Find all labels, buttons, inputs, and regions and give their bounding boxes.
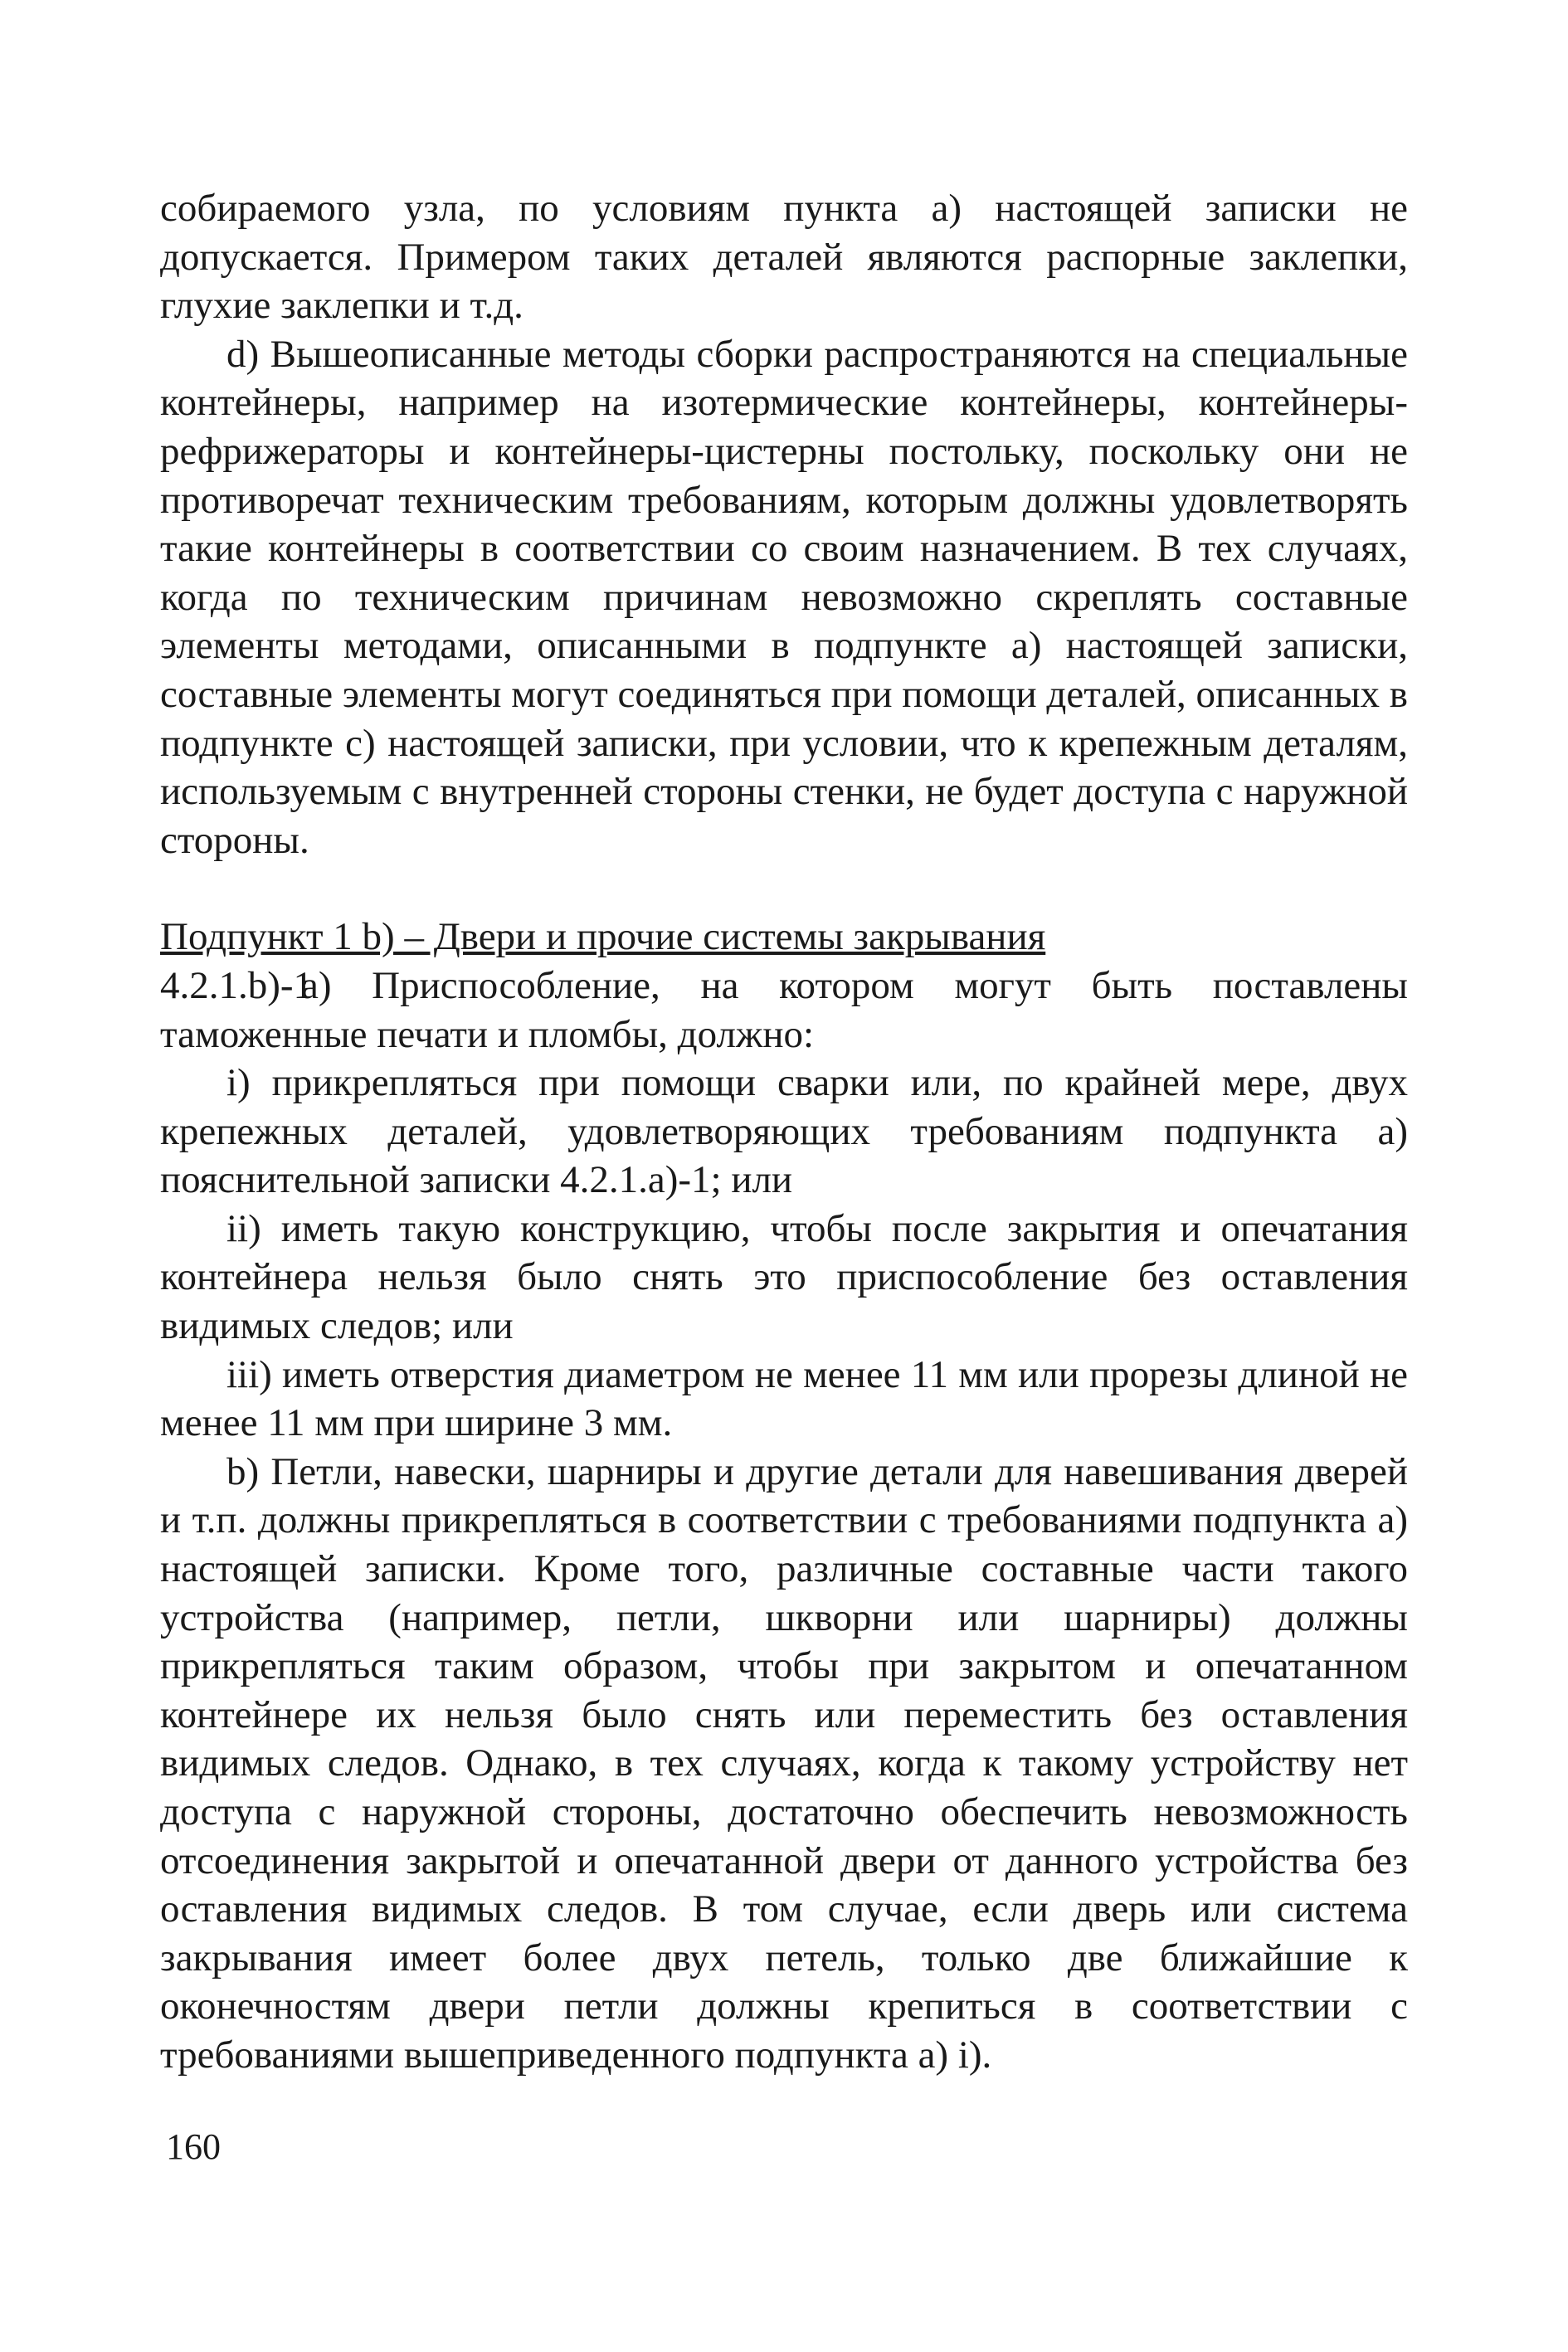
paragraph-continuation: собираемого узла, по условиям пункта a) настоящей записки не допускается. Примером таких деталей являются распорные заклепки, глухие заклепки и т.д. xyxy=(160,187,1408,328)
clause-paragraph xyxy=(160,962,1408,1059)
list-item-iii: iii) иметь отверстия диаметром не менее 11 мм или прорезы длиной не менее 11 мм при ширине 3 мм. xyxy=(160,1352,1408,1445)
document-body xyxy=(160,184,1408,2080)
clause-intro: a) Приспособление, на котором могут быть поставлены таможенные печати и пломбы, должно: xyxy=(160,963,1408,1056)
paragraph-d: d) Вышеописанные методы сборки распространяются на специальные контейнеры, например на изотермические контейнеры, контейнеры-рефрижераторы и контейнеры-цистерны постольку, поскольку они не противоречат техническим требованиям, которым должны удовлетворять такие контейнеры в соответствии со своим назначением. В тех случаях, когда по техническим причинам невозможно скреплять составные элементы методами, описанными в подпункте a) настоящей записки, составные элементы могут соединяться при помощи деталей, описанных в подпункте c) настоящей записки, при условии, что к крепежным деталям, используемым с внутренней стороны стенки, не будет доступа с наружной стороны. xyxy=(160,332,1408,862)
list-item-i: i) прикрепляться при помощи сварки или, по крайней мере, двух крепежных деталей, удовлетворяющих требованиям подпункта a) пояснительной записки 4.2.1.a)-1; или xyxy=(160,1061,1408,1202)
page-number: 160 xyxy=(166,2126,221,2167)
section-heading: Подпункт 1 b) – Двери и прочие системы закрывания xyxy=(160,915,1046,959)
clause-number: 4.2.1.b)-1 xyxy=(160,963,314,1007)
list-item-ii: ii) иметь такую конструкцию, чтобы после закрытия и опечатания контейнера нельзя было снять это приспособление без оставления видимых следов; или xyxy=(160,1206,1408,1348)
paragraph-b: b) Петли, навески, шарниры и другие детали для навешивания дверей и т.п. должны прикрепляться в соответствии с требованиями подпункта a) настоящей записки. Кроме того, различные составные части такого устройства (например, петли, шкворни или шарниры) должны прикрепляться таким образом, чтобы при закрытом и опечатанном контейнере их нельзя было снять или переместить без оставления видимых следов. Однако, в тех случаях, когда к такому устройству нет доступа с наружной стороны, достаточно обеспечить невозможность отсоединения закрытой и опечатанной двери от данного устройства без оставления видимых следов. В том случае, если дверь или система закрывания имеет более двух петель, только две ближайшие к оконечностям двери петли должны крепиться в соответствии с требованиями вышеприведенного подпункта a) i). xyxy=(160,1449,1408,2077)
